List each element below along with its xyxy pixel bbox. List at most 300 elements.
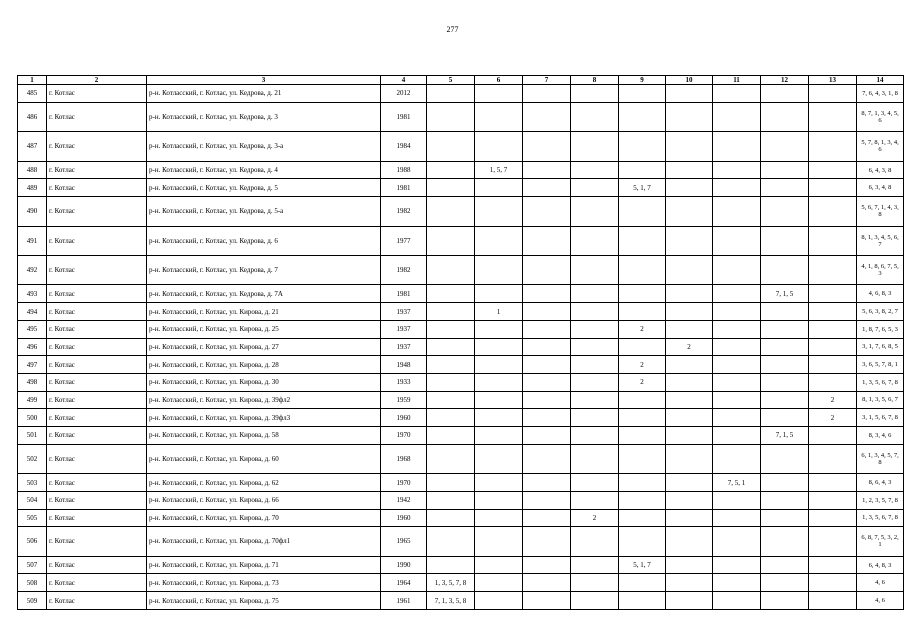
table-cell-col-2: г. Котлас bbox=[47, 509, 147, 527]
table-row bbox=[18, 303, 904, 321]
table-cell-col-12 bbox=[761, 320, 809, 338]
table-cell-col-4: 1948 bbox=[381, 356, 427, 374]
table-cell-col-10 bbox=[666, 373, 713, 391]
table-row bbox=[18, 574, 904, 592]
table-cell-col-9: 2 bbox=[619, 356, 666, 374]
table-cell-col-2: г. Котлас bbox=[47, 592, 147, 610]
table-cell-col-13 bbox=[809, 426, 857, 444]
table-cell-col-8 bbox=[571, 179, 619, 197]
column-header-10: 10 bbox=[666, 76, 713, 85]
table-cell-col-9 bbox=[619, 391, 666, 409]
table-cell-col-5 bbox=[427, 409, 475, 427]
table-cell-col-2: г. Котлас bbox=[47, 444, 147, 473]
table-cell-col-13 bbox=[809, 491, 857, 509]
table-cell-col-14: 3, 1, 7, 6, 8, 5 bbox=[857, 338, 904, 356]
table-cell-col-13 bbox=[809, 285, 857, 303]
table-cell-col-9 bbox=[619, 303, 666, 321]
table-cell-col-8 bbox=[571, 574, 619, 592]
table-cell-col-8 bbox=[571, 409, 619, 427]
table-cell-col-14: 8, 3, 4, 6 bbox=[857, 426, 904, 444]
column-header-9: 9 bbox=[619, 76, 666, 85]
table-cell-col-1: 485 bbox=[18, 85, 47, 103]
table-cell-col-6 bbox=[475, 356, 523, 374]
table-cell-col-12 bbox=[761, 373, 809, 391]
table-cell-col-10 bbox=[666, 556, 713, 574]
column-header-2: 2 bbox=[47, 76, 147, 85]
table-cell-col-14: 5, 6, 3, 8, 2, 7 bbox=[857, 303, 904, 321]
table-cell-col-8 bbox=[571, 256, 619, 285]
table-cell-col-7 bbox=[523, 409, 571, 427]
table-cell-col-3: р-н. Котласский, г. Котлас, ул. Кирова, д. 39фл2 bbox=[147, 391, 381, 409]
table-cell-col-4: 1981 bbox=[381, 285, 427, 303]
table-cell-col-10 bbox=[666, 132, 713, 161]
table-cell-col-14: 4, 6 bbox=[857, 574, 904, 592]
table-cell-col-3: р-н. Котласский, г. Котлас, ул. Кирова, д. 30 bbox=[147, 373, 381, 391]
table-row bbox=[18, 256, 904, 285]
column-header-14: 14 bbox=[857, 76, 904, 85]
table-cell-col-9 bbox=[619, 409, 666, 427]
table-row bbox=[18, 527, 904, 556]
table-cell-col-6 bbox=[475, 197, 523, 226]
table-cell-col-6 bbox=[475, 338, 523, 356]
table-cell-col-11 bbox=[713, 161, 761, 179]
table-cell-col-13 bbox=[809, 132, 857, 161]
table-cell-col-3: р-н. Котласский, г. Котлас, ул. Кирова, д. 66 bbox=[147, 491, 381, 509]
table-cell-col-13 bbox=[809, 197, 857, 226]
table-cell-col-3: р-н. Котласский, г. Котлас, ул. Кирова, д. 70фл1 bbox=[147, 527, 381, 556]
table-cell-col-12 bbox=[761, 132, 809, 161]
table-cell-col-9 bbox=[619, 85, 666, 103]
table-cell-col-3: р-н. Котласский, г. Котлас, ул. Кедрова, д. 5-а bbox=[147, 197, 381, 226]
table-cell-col-1: 488 bbox=[18, 161, 47, 179]
table-cell-col-10 bbox=[666, 85, 713, 103]
column-header-5: 5 bbox=[427, 76, 475, 85]
table-row bbox=[18, 285, 904, 303]
table-cell-col-5 bbox=[427, 527, 475, 556]
table-cell-col-4: 1960 bbox=[381, 509, 427, 527]
table-row bbox=[18, 444, 904, 473]
table-cell-col-11 bbox=[713, 491, 761, 509]
table-cell-col-7 bbox=[523, 320, 571, 338]
table-cell-col-13 bbox=[809, 474, 857, 492]
table-cell-col-14: 5, 6, 7, 1, 4, 3, 8 bbox=[857, 197, 904, 226]
table-cell-col-2: г. Котлас bbox=[47, 338, 147, 356]
table-cell-col-1: 495 bbox=[18, 320, 47, 338]
table-cell-col-12 bbox=[761, 444, 809, 473]
table-cell-col-7 bbox=[523, 592, 571, 610]
table-cell-col-3: р-н. Котласский, г. Котлас, ул. Кедрова, д. 3 bbox=[147, 102, 381, 131]
table-cell-col-6 bbox=[475, 409, 523, 427]
table-cell-col-10 bbox=[666, 527, 713, 556]
table-cell-col-4: 1937 bbox=[381, 320, 427, 338]
table-cell-col-4: 1984 bbox=[381, 132, 427, 161]
table-cell-col-5 bbox=[427, 391, 475, 409]
table-cell-col-2: г. Котлас bbox=[47, 226, 147, 255]
table-cell-col-2: г. Котлас bbox=[47, 85, 147, 103]
table-cell-col-9 bbox=[619, 527, 666, 556]
table-cell-col-3: р-н. Котласский, г. Котлас, ул. Кирова, д. 71 bbox=[147, 556, 381, 574]
table-cell-col-9 bbox=[619, 338, 666, 356]
table-cell-col-1: 502 bbox=[18, 444, 47, 473]
table-cell-col-7 bbox=[523, 426, 571, 444]
table-cell-col-12 bbox=[761, 409, 809, 427]
table-cell-col-2: г. Котлас bbox=[47, 373, 147, 391]
table-cell-col-6 bbox=[475, 444, 523, 473]
table-cell-col-7 bbox=[523, 491, 571, 509]
table-row bbox=[18, 556, 904, 574]
table-cell-col-13 bbox=[809, 102, 857, 131]
table-cell-col-8 bbox=[571, 102, 619, 131]
table-cell-col-11 bbox=[713, 426, 761, 444]
table-cell-col-1: 508 bbox=[18, 574, 47, 592]
table-cell-col-11 bbox=[713, 409, 761, 427]
table-cell-col-4: 1964 bbox=[381, 574, 427, 592]
table-cell-col-2: г. Котлас bbox=[47, 574, 147, 592]
table-cell-col-1: 490 bbox=[18, 197, 47, 226]
data-table bbox=[17, 75, 904, 610]
column-header-3: 3 bbox=[147, 76, 381, 85]
table-cell-col-1: 498 bbox=[18, 373, 47, 391]
table-cell-col-14: 6, 3, 4, 8 bbox=[857, 179, 904, 197]
table-cell-col-12 bbox=[761, 85, 809, 103]
table-cell-col-3: р-н. Котласский, г. Котлас, ул. Кирова, д. 21 bbox=[147, 303, 381, 321]
table-cell-col-10 bbox=[666, 509, 713, 527]
table-cell-col-11: 7, 5, 1 bbox=[713, 474, 761, 492]
table-cell-col-14: 8, 6, 4, 3 bbox=[857, 474, 904, 492]
table-cell-col-13 bbox=[809, 509, 857, 527]
table-row bbox=[18, 356, 904, 374]
table-cell-col-13 bbox=[809, 161, 857, 179]
table-cell-col-1: 504 bbox=[18, 491, 47, 509]
table-cell-col-2: г. Котлас bbox=[47, 356, 147, 374]
table-cell-col-11 bbox=[713, 391, 761, 409]
table-cell-col-4: 1937 bbox=[381, 338, 427, 356]
table-row bbox=[18, 179, 904, 197]
table-cell-col-8: 2 bbox=[571, 509, 619, 527]
table-cell-col-1: 494 bbox=[18, 303, 47, 321]
table-cell-col-2: г. Котлас bbox=[47, 556, 147, 574]
table-cell-col-5 bbox=[427, 132, 475, 161]
table-cell-col-14: 3, 6, 5, 7, 8, 1 bbox=[857, 356, 904, 374]
table-cell-col-1: 492 bbox=[18, 256, 47, 285]
table-cell-col-8 bbox=[571, 226, 619, 255]
table-cell-col-3: р-н. Котласский, г. Котлас, ул. Кирова, д. 27 bbox=[147, 338, 381, 356]
table-cell-col-2: г. Котлас bbox=[47, 320, 147, 338]
table-cell-col-12: 7, 1, 5 bbox=[761, 285, 809, 303]
table-row bbox=[18, 338, 904, 356]
table-cell-col-5 bbox=[427, 256, 475, 285]
table-cell-col-5 bbox=[427, 197, 475, 226]
table-cell-col-7 bbox=[523, 574, 571, 592]
table-cell-col-10 bbox=[666, 320, 713, 338]
table-cell-col-1: 503 bbox=[18, 474, 47, 492]
table-cell-col-8 bbox=[571, 556, 619, 574]
table-cell-col-11 bbox=[713, 179, 761, 197]
table-cell-col-10: 2 bbox=[666, 338, 713, 356]
table-cell-col-13: 2 bbox=[809, 409, 857, 427]
table-cell-col-13 bbox=[809, 556, 857, 574]
table-row bbox=[18, 474, 904, 492]
table-cell-col-11 bbox=[713, 574, 761, 592]
table-cell-col-4: 1937 bbox=[381, 303, 427, 321]
table-cell-col-8 bbox=[571, 474, 619, 492]
table-cell-col-10 bbox=[666, 256, 713, 285]
table-cell-col-10 bbox=[666, 409, 713, 427]
table-cell-col-7 bbox=[523, 85, 571, 103]
table-cell-col-2: г. Котлас bbox=[47, 132, 147, 161]
table-cell-col-14: 4, 6, 8, 3 bbox=[857, 285, 904, 303]
table-cell-col-13 bbox=[809, 320, 857, 338]
table-cell-col-4: 1982 bbox=[381, 197, 427, 226]
table-cell-col-2: г. Котлас bbox=[47, 102, 147, 131]
table-cell-col-4: 1981 bbox=[381, 102, 427, 131]
table-row bbox=[18, 161, 904, 179]
table-cell-col-1: 497 bbox=[18, 356, 47, 374]
table-cell-col-9 bbox=[619, 474, 666, 492]
table-cell-col-14: 6, 4, 8, 3 bbox=[857, 556, 904, 574]
table-cell-col-9 bbox=[619, 444, 666, 473]
table-cell-col-5 bbox=[427, 320, 475, 338]
table-cell-col-12 bbox=[761, 474, 809, 492]
table-cell-col-6 bbox=[475, 509, 523, 527]
table-cell-col-5 bbox=[427, 474, 475, 492]
table-cell-col-7 bbox=[523, 391, 571, 409]
column-header-11: 11 bbox=[713, 76, 761, 85]
table-cell-col-9 bbox=[619, 285, 666, 303]
table-cell-col-8 bbox=[571, 426, 619, 444]
table-row bbox=[18, 409, 904, 427]
table-cell-col-5 bbox=[427, 509, 475, 527]
table-cell-col-10 bbox=[666, 226, 713, 255]
table-cell-col-10 bbox=[666, 474, 713, 492]
table-cell-col-3: р-н. Котласский, г. Котлас, ул. Кирова, д. 75 bbox=[147, 592, 381, 610]
table-cell-col-10 bbox=[666, 161, 713, 179]
table-cell-col-11 bbox=[713, 285, 761, 303]
column-header-1: 1 bbox=[18, 76, 47, 85]
table-cell-col-7 bbox=[523, 556, 571, 574]
table-cell-col-10 bbox=[666, 491, 713, 509]
table-cell-col-14: 6, 8, 7, 5, 3, 2, 1 bbox=[857, 527, 904, 556]
table-cell-col-10 bbox=[666, 197, 713, 226]
table-cell-col-2: г. Котлас bbox=[47, 474, 147, 492]
table-cell-col-5 bbox=[427, 161, 475, 179]
table-cell-col-11 bbox=[713, 320, 761, 338]
table-cell-col-9 bbox=[619, 132, 666, 161]
table-cell-col-4: 1977 bbox=[381, 226, 427, 255]
table-cell-col-4: 1970 bbox=[381, 474, 427, 492]
table-cell-col-1: 500 bbox=[18, 409, 47, 427]
table-cell-col-8 bbox=[571, 85, 619, 103]
table-cell-col-6 bbox=[475, 256, 523, 285]
table-cell-col-11 bbox=[713, 592, 761, 610]
table-cell-col-5 bbox=[427, 226, 475, 255]
table-cell-col-3: р-н. Котласский, г. Котлас, ул. Кедрова, д. 6 bbox=[147, 226, 381, 255]
table-cell-col-12 bbox=[761, 527, 809, 556]
table-cell-col-7 bbox=[523, 509, 571, 527]
table-cell-col-13 bbox=[809, 373, 857, 391]
table-cell-col-11 bbox=[713, 226, 761, 255]
table-cell-col-3: р-н. Котласский, г. Котлас, ул. Кирова, д. 28 bbox=[147, 356, 381, 374]
table-cell-col-12 bbox=[761, 574, 809, 592]
table-cell-col-6 bbox=[475, 320, 523, 338]
table-cell-col-13 bbox=[809, 574, 857, 592]
table-cell-col-1: 505 bbox=[18, 509, 47, 527]
table-cell-col-4: 1970 bbox=[381, 426, 427, 444]
table-cell-col-7 bbox=[523, 226, 571, 255]
table-cell-col-13 bbox=[809, 592, 857, 610]
table-row bbox=[18, 426, 904, 444]
table-cell-col-9 bbox=[619, 574, 666, 592]
table-cell-col-5 bbox=[427, 285, 475, 303]
table-cell-col-5 bbox=[427, 444, 475, 473]
table-cell-col-13 bbox=[809, 356, 857, 374]
table-cell-col-12 bbox=[761, 391, 809, 409]
table-cell-col-12 bbox=[761, 509, 809, 527]
table-cell-col-9 bbox=[619, 491, 666, 509]
table-cell-col-5 bbox=[427, 491, 475, 509]
table-cell-col-4: 1988 bbox=[381, 161, 427, 179]
table-cell-col-5 bbox=[427, 85, 475, 103]
table-cell-col-13 bbox=[809, 256, 857, 285]
table-cell-col-11 bbox=[713, 509, 761, 527]
table-cell-col-10 bbox=[666, 592, 713, 610]
page-number: 277 bbox=[446, 25, 459, 34]
table-cell-col-14: 4, 6 bbox=[857, 592, 904, 610]
table-cell-col-13 bbox=[809, 444, 857, 473]
table-cell-col-1: 509 bbox=[18, 592, 47, 610]
table-cell-col-5 bbox=[427, 102, 475, 131]
table-cell-col-9: 5, 1, 7 bbox=[619, 556, 666, 574]
table-cell-col-3: р-н. Котласский, г. Котлас, ул. Кедрова, д. 21 bbox=[147, 85, 381, 103]
table-cell-col-7 bbox=[523, 527, 571, 556]
table-cell-col-8 bbox=[571, 197, 619, 226]
table-cell-col-14: 7, 6, 4, 3, 1, 8 bbox=[857, 85, 904, 103]
table-cell-col-7 bbox=[523, 197, 571, 226]
column-header-4: 4 bbox=[381, 76, 427, 85]
table-row bbox=[18, 373, 904, 391]
table-row bbox=[18, 391, 904, 409]
table-cell-col-3: р-н. Котласский, г. Котлас, ул. Кирова, д. 62 bbox=[147, 474, 381, 492]
table-cell-col-13 bbox=[809, 179, 857, 197]
table-cell-col-6 bbox=[475, 426, 523, 444]
table-cell-col-14: 1, 8, 7, 6, 5, 3 bbox=[857, 320, 904, 338]
table-cell-col-12 bbox=[761, 226, 809, 255]
table-cell-col-13 bbox=[809, 303, 857, 321]
table-cell-col-11 bbox=[713, 556, 761, 574]
table-cell-col-6 bbox=[475, 373, 523, 391]
table-cell-col-2: г. Котлас bbox=[47, 303, 147, 321]
table-cell-col-7 bbox=[523, 256, 571, 285]
table-cell-col-12 bbox=[761, 102, 809, 131]
table-cell-col-13 bbox=[809, 338, 857, 356]
column-header-7: 7 bbox=[523, 76, 571, 85]
table-row bbox=[18, 509, 904, 527]
table-cell-col-6 bbox=[475, 102, 523, 131]
table-cell-col-6 bbox=[475, 491, 523, 509]
table-cell-col-7 bbox=[523, 338, 571, 356]
table-cell-col-8 bbox=[571, 527, 619, 556]
table-cell-col-1: 501 bbox=[18, 426, 47, 444]
table-cell-col-9 bbox=[619, 426, 666, 444]
table-cell-col-5 bbox=[427, 338, 475, 356]
table-cell-col-8 bbox=[571, 592, 619, 610]
table-cell-col-12 bbox=[761, 491, 809, 509]
table-cell-col-2: г. Котлас bbox=[47, 409, 147, 427]
table-cell-col-13 bbox=[809, 226, 857, 255]
table-cell-col-3: р-н. Котласский, г. Котлас, ул. Кирова, д. 39фл3 bbox=[147, 409, 381, 427]
table-cell-col-6 bbox=[475, 132, 523, 161]
table-cell-col-11 bbox=[713, 527, 761, 556]
table-cell-col-3: р-н. Котласский, г. Котлас, ул. Кирова, д. 73 bbox=[147, 574, 381, 592]
table-cell-col-7 bbox=[523, 444, 571, 473]
table-cell-col-13 bbox=[809, 85, 857, 103]
table-cell-col-10 bbox=[666, 574, 713, 592]
table-body bbox=[18, 85, 904, 610]
table-cell-col-11 bbox=[713, 444, 761, 473]
table-cell-col-6 bbox=[475, 226, 523, 255]
table-cell-col-3: р-н. Котласский, г. Котлас, ул. Кирова, д. 25 bbox=[147, 320, 381, 338]
table-cell-col-2: г. Котлас bbox=[47, 179, 147, 197]
table-cell-col-14: 4, 1, 8, 6, 7, 5, 3 bbox=[857, 256, 904, 285]
table-cell-col-11 bbox=[713, 256, 761, 285]
table-cell-col-8 bbox=[571, 391, 619, 409]
table-cell-col-8 bbox=[571, 132, 619, 161]
table-cell-col-6 bbox=[475, 179, 523, 197]
table-row bbox=[18, 320, 904, 338]
table-cell-col-6 bbox=[475, 592, 523, 610]
table-cell-col-13: 2 bbox=[809, 391, 857, 409]
table-cell-col-5 bbox=[427, 303, 475, 321]
table-cell-col-2: г. Котлас bbox=[47, 285, 147, 303]
table-cell-col-14: 8, 7, 1, 3, 4, 5, 6 bbox=[857, 102, 904, 131]
table-cell-col-10 bbox=[666, 179, 713, 197]
table-cell-col-11 bbox=[713, 303, 761, 321]
table-cell-col-14: 6, 1, 3, 4, 5, 7, 8 bbox=[857, 444, 904, 473]
table-cell-col-11 bbox=[713, 85, 761, 103]
table-cell-col-10 bbox=[666, 285, 713, 303]
table-cell-col-12 bbox=[761, 161, 809, 179]
table-cell-col-10 bbox=[666, 356, 713, 374]
table-cell-col-12 bbox=[761, 197, 809, 226]
table-cell-col-12 bbox=[761, 179, 809, 197]
table-cell-col-5 bbox=[427, 179, 475, 197]
table-cell-col-12 bbox=[761, 592, 809, 610]
table-row bbox=[18, 226, 904, 255]
table-cell-col-4: 1965 bbox=[381, 527, 427, 556]
table-cell-col-2: г. Котлас bbox=[47, 256, 147, 285]
table-cell-col-6 bbox=[475, 285, 523, 303]
table-cell-col-10 bbox=[666, 444, 713, 473]
table-cell-col-3: р-н. Котласский, г. Котлас, ул. Кедрова, д. 7А bbox=[147, 285, 381, 303]
table-cell-col-3: р-н. Котласский, г. Котлас, ул. Кедрова, д. 5 bbox=[147, 179, 381, 197]
table-cell-col-5 bbox=[427, 373, 475, 391]
table-cell-col-2: г. Котлас bbox=[47, 426, 147, 444]
table-cell-col-1: 491 bbox=[18, 226, 47, 255]
table-cell-col-5: 7, 1, 3, 5, 8 bbox=[427, 592, 475, 610]
table-cell-col-2: г. Котлас bbox=[47, 197, 147, 226]
table-cell-col-1: 499 bbox=[18, 391, 47, 409]
table-cell-col-2: г. Котлас bbox=[47, 491, 147, 509]
table-cell-col-11 bbox=[713, 356, 761, 374]
table-cell-col-7 bbox=[523, 474, 571, 492]
table-cell-col-7 bbox=[523, 303, 571, 321]
table-cell-col-8 bbox=[571, 356, 619, 374]
table-cell-col-6 bbox=[475, 85, 523, 103]
table-cell-col-7 bbox=[523, 179, 571, 197]
column-header-12: 12 bbox=[761, 76, 809, 85]
table-cell-col-1: 493 bbox=[18, 285, 47, 303]
table-cell-col-4: 1961 bbox=[381, 592, 427, 610]
